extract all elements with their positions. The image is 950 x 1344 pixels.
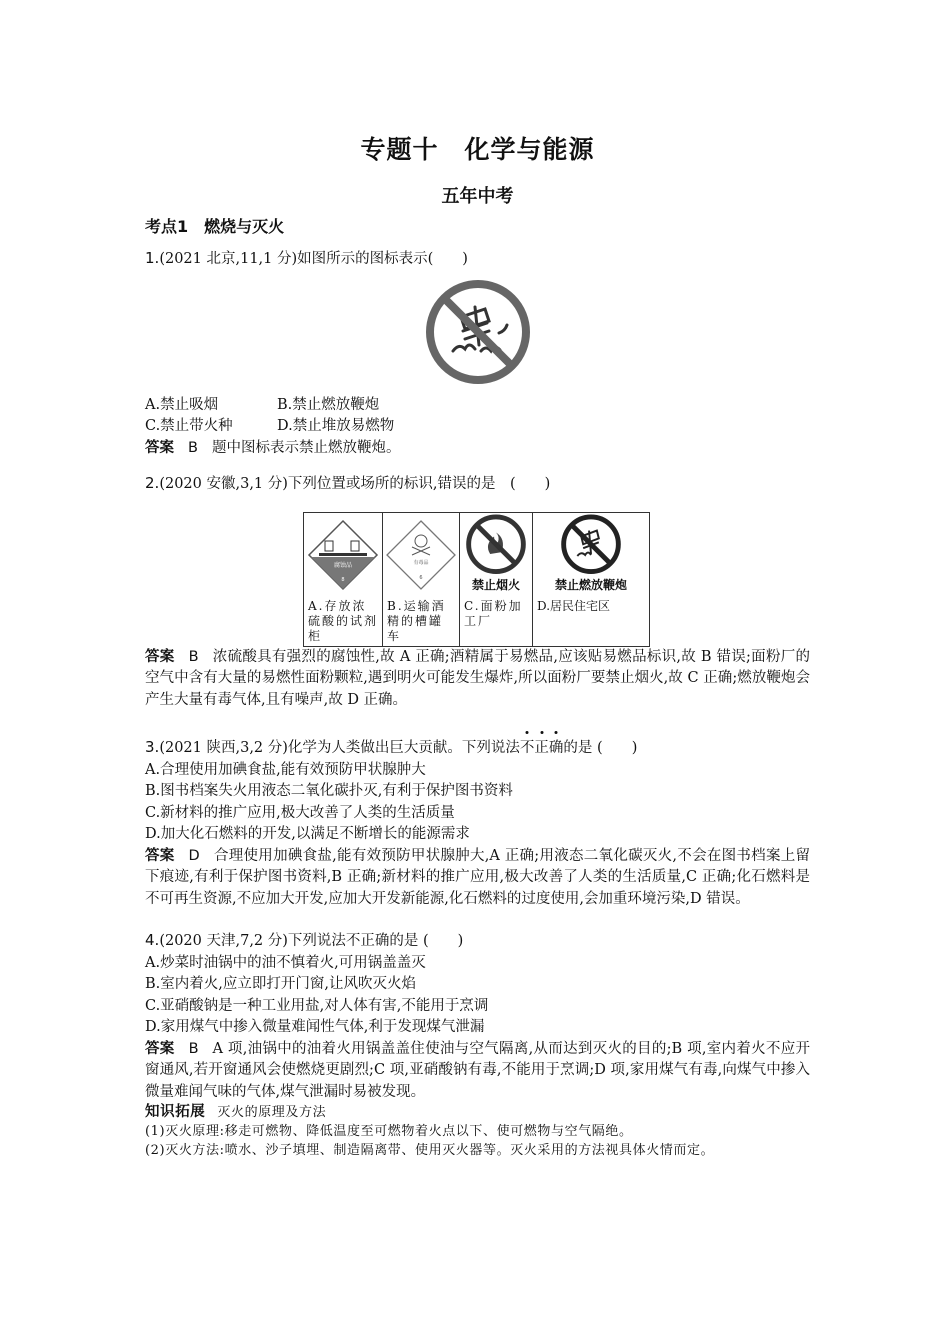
svg-text:8: 8 (341, 576, 345, 583)
no-firecrackers-icon (423, 277, 533, 387)
question-text: (2020 安徽,3,1 分)下列位置或场所的标识,错误的是 ( ) (159, 476, 551, 492)
option-c: C.禁止带火种 (145, 418, 233, 434)
corrosive-sign-icon (307, 519, 379, 591)
question-4 (145, 930, 810, 1103)
options-row-1 (145, 395, 810, 417)
option-b: B.室内着火,应立即打开门窗,让风吹灭火焰 (145, 976, 416, 992)
answer-label: 答案 (145, 439, 174, 456)
option-d: D.禁止堆放易燃物 (277, 418, 395, 434)
question-text: (2021 北京,11,1 分)如图所示的图标表示( ) (159, 251, 468, 267)
sign-caption-d: 禁止燃放鞭炮 (554, 578, 627, 592)
question-number: 1. (145, 249, 160, 267)
document-page (145, 120, 810, 1160)
sign-cell-d (533, 512, 650, 646)
answer-label: 答案 (145, 847, 175, 864)
sign-cell-a (304, 512, 383, 646)
answer-letter: B (188, 648, 199, 665)
option-a: A.炒菜时油锅中的油不慎着火,可用锅盖盖灭 (145, 954, 426, 971)
question-1-stem (145, 248, 810, 271)
question-3 (145, 737, 810, 910)
question-number: 2. (145, 474, 160, 492)
answer-letter: B (188, 1040, 199, 1057)
sign-cell-c (460, 512, 533, 646)
question-2-stem (145, 473, 810, 496)
svg-text:6: 6 (419, 574, 423, 581)
cell-label-a: A.存放浓硫酸的试剂柜 (308, 598, 379, 643)
answer-2 (145, 647, 810, 712)
knowledge-extension (145, 1103, 810, 1160)
question-2 (145, 473, 810, 711)
answer-explanation: 题中图标表示禁止燃放鞭炮。 (211, 439, 401, 456)
answer-explanation: 合理使用加碘食盐,能有效预防甲状腺肿大,A 正确;用液态二氧化碳灭火,不会在图书档案上留下痕迹,有利于保护图书资料,B 正确;新材料的推广应用,极大改善了人类的生活质量,C 正确;化石燃料是不可再生资源,不应加大开发,应加大开发新能源,化石燃料的过度使用,会加重环境污染,D 错误。 (145, 847, 810, 907)
question-text: (2020 天津,7,2 分)下列说法不正确的是 ( ) (159, 933, 464, 949)
page-subtitle: 五年中考 (441, 186, 514, 207)
option-a: A.禁止吸烟 (145, 396, 219, 413)
no-firecrackers-icon (559, 513, 623, 576)
sign-cell-b (383, 512, 460, 646)
answer-explanation: 浓硫酸具有强烈的腐蚀性,故 A 正确;酒精属于易燃品,应该贴易燃品标识,故 B 错误;面粉厂的空气中含有大量的易燃性面粉颗粒,遇到明火可能发生爆炸,所以面粉厂要禁止烟火,故 C 正确;燃放鞭炮会产生大量有毒气体,且有噪声,故 D 正确。 (145, 648, 811, 708)
answer-letter: D (188, 847, 200, 864)
sign-table (303, 512, 650, 647)
answer-4 (145, 1039, 810, 1104)
question-3-stem (145, 737, 810, 760)
option-d: D.家用煤气中掺入微量难闻性气体,利于发现煤气泄漏 (145, 1019, 485, 1035)
question-1 (145, 248, 810, 459)
option-b: B.禁止燃放鞭炮 (277, 396, 380, 413)
emphasis-text: 不正确 (520, 740, 564, 756)
answer-1 (145, 438, 810, 460)
answer-letter: B (188, 439, 198, 456)
knowledge-item-1: (1)灭火原理:移走可燃物、降低温度至可燃物着火点以下、使可燃物与空气隔绝。 (145, 1124, 633, 1139)
page-title: 专题十 化学与能源 (360, 135, 595, 164)
section-heading: 考点1 燃烧与灭火 (145, 217, 285, 236)
option-c: C.亚硝酸钠是一种工业用盐,对人体有害,不能用于烹调 (145, 997, 489, 1014)
answer-label: 答案 (145, 648, 175, 665)
svg-text:有毒品: 有毒品 (413, 559, 429, 566)
option-b: B.图书档案失火用液态二氧化碳扑灭,有利于保护图书资料 (145, 783, 513, 799)
no-fire-icon (464, 513, 528, 576)
question-4-stem (145, 930, 810, 953)
cell-label-d: D.居民住宅区 (537, 598, 611, 613)
knowledge-item-2: (2)灭火方法:喷水、沙子填埋、制造隔离带、使用灭火器等。灭火采用的方法视具体火情而定。 (145, 1143, 715, 1158)
option-d: D.加大化石燃料的开发,以满足不断增长的能源需求 (145, 826, 470, 842)
question-text: (2021 陕西,3,2 分)化学为人类做出巨大贡献。下列说法 (159, 740, 520, 756)
answer-label: 答案 (145, 1040, 175, 1057)
knowledge-subtitle: 灭火的原理及方法 (217, 1105, 327, 1120)
options-row-2 (145, 416, 810, 438)
cell-label-b: B.运输酒精的槽罐车 (387, 598, 446, 643)
knowledge-title: 知识拓展 (145, 1104, 206, 1120)
question-number: 3. (145, 738, 160, 756)
option-c: C.新材料的推广应用,极大改善了人类的生活质量 (145, 804, 455, 821)
svg-text:腐蚀品: 腐蚀品 (333, 561, 353, 569)
question-number: 4. (145, 931, 160, 949)
question-text-end: 的是 ( ) (563, 740, 638, 756)
answer-3 (145, 846, 810, 911)
toxic-sign-icon (385, 519, 457, 591)
option-a: A.合理使用加碘食盐,能有效预防甲状腺肿大 (145, 761, 426, 778)
answer-explanation: A 项,油锅中的油着火用锅盖盖住使油与空气隔离,从而达到灭火的目的;B 项,室内着火不应开窗通风,若开窗通风会使燃烧更剧烈;C 项,亚硝酸钠有毒,不能用于烹调;D 项,家用煤气有毒,向煤气中掺入微量难闻气味的气体,煤气泄漏时易被发现。 (145, 1040, 811, 1100)
sign-caption-c: 禁止烟火 (471, 578, 520, 592)
cell-label-c: C.面粉加工厂 (464, 598, 523, 628)
